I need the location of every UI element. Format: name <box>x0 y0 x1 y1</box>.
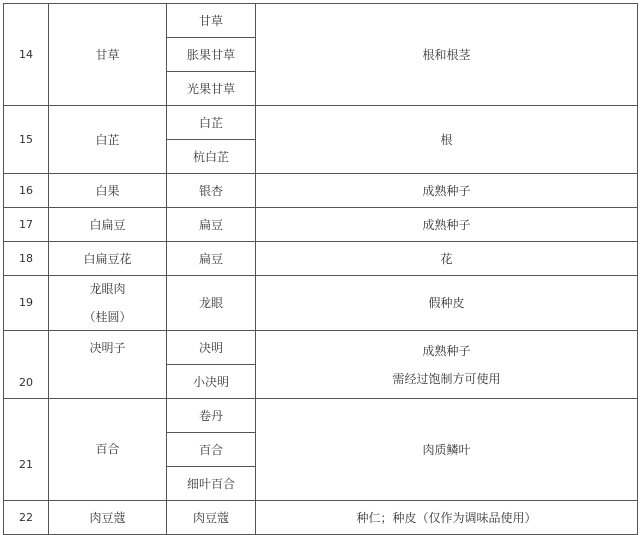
item-name <box>49 4 167 106</box>
row-number: 17 <box>4 208 49 242</box>
source-species: 百合 <box>167 433 256 467</box>
table-row <box>4 331 638 365</box>
source-species: 光果甘草 <box>167 72 256 106</box>
row-number: 19 <box>4 276 49 331</box>
used-part <box>256 501 638 535</box>
source-species: 扁豆 <box>167 242 256 276</box>
used-part-line: 种仁；种皮（仅作为调味品使用） <box>356 510 537 525</box>
table-row <box>4 242 638 276</box>
item-name <box>49 399 167 501</box>
item-name-line: 百合 <box>95 442 120 456</box>
row-number <box>4 399 49 501</box>
used-part <box>256 276 638 331</box>
table-row <box>4 276 638 331</box>
used-part-line: 成熟种子 <box>422 217 471 232</box>
used-part <box>256 242 638 276</box>
item-name-line: 甘草 <box>95 47 120 62</box>
item-name <box>49 106 167 174</box>
row-number-text: 20 <box>19 376 33 389</box>
row-number: 14 <box>4 4 49 106</box>
table-row <box>4 399 638 433</box>
source-species: 杭白芷 <box>167 140 256 174</box>
used-part <box>256 174 638 208</box>
used-part-line: 根和根茎 <box>422 47 471 62</box>
source-species: 细叶百合 <box>167 467 256 501</box>
item-name-line: 白扁豆 <box>89 217 126 232</box>
source-species: 卷丹 <box>167 399 256 433</box>
source-species: 肉豆蔻 <box>167 501 256 535</box>
food-medicine-table <box>3 3 638 535</box>
item-name-line: 龙眼肉 <box>89 282 126 296</box>
item-name-line: 肉豆蔻 <box>89 510 126 525</box>
item-name <box>49 174 167 208</box>
source-species: 白芷 <box>167 106 256 140</box>
item-name-line: 决明子 <box>89 341 126 355</box>
item-name <box>49 242 167 276</box>
source-species: 龙眼 <box>167 276 256 331</box>
row-number: 15 <box>4 106 49 174</box>
item-name <box>49 276 167 331</box>
item-name <box>49 208 167 242</box>
used-part-line: 根 <box>440 132 453 147</box>
source-species: 扁豆 <box>167 208 256 242</box>
row-number: 16 <box>4 174 49 208</box>
source-species: 胀果甘草 <box>167 38 256 72</box>
used-part <box>256 399 638 501</box>
table-row <box>4 501 638 535</box>
item-name <box>49 331 167 399</box>
used-part <box>256 106 638 174</box>
used-part <box>256 331 638 399</box>
used-part <box>256 208 638 242</box>
used-part-line: 成熟种子 <box>422 343 471 358</box>
used-part-note: 需经过饱制方可使用 <box>392 371 501 386</box>
source-species: 银杏 <box>167 174 256 208</box>
table-row <box>4 4 638 38</box>
source-species: 决明 <box>167 331 256 365</box>
table-row <box>4 106 638 140</box>
item-name <box>49 501 167 535</box>
source-species: 小决明 <box>167 365 256 399</box>
used-part-line: 假种皮 <box>428 296 465 310</box>
used-part-line: 花 <box>440 251 453 266</box>
used-part-line: 成熟种子 <box>422 183 471 198</box>
table-row <box>4 174 638 208</box>
item-name-line: 白扁豆花 <box>83 251 132 266</box>
item-name-line: 白芷 <box>95 132 120 147</box>
row-number <box>4 331 49 399</box>
row-number-text: 21 <box>19 458 33 471</box>
item-name-line: 白果 <box>95 183 120 198</box>
table-row <box>4 208 638 242</box>
used-part <box>256 4 638 106</box>
row-number: 22 <box>4 501 49 535</box>
used-part-line: 肉质鳞叶 <box>422 442 471 457</box>
row-number: 18 <box>4 242 49 276</box>
source-species: 甘草 <box>167 4 256 38</box>
item-name-alias: （桂圆） <box>83 310 132 324</box>
